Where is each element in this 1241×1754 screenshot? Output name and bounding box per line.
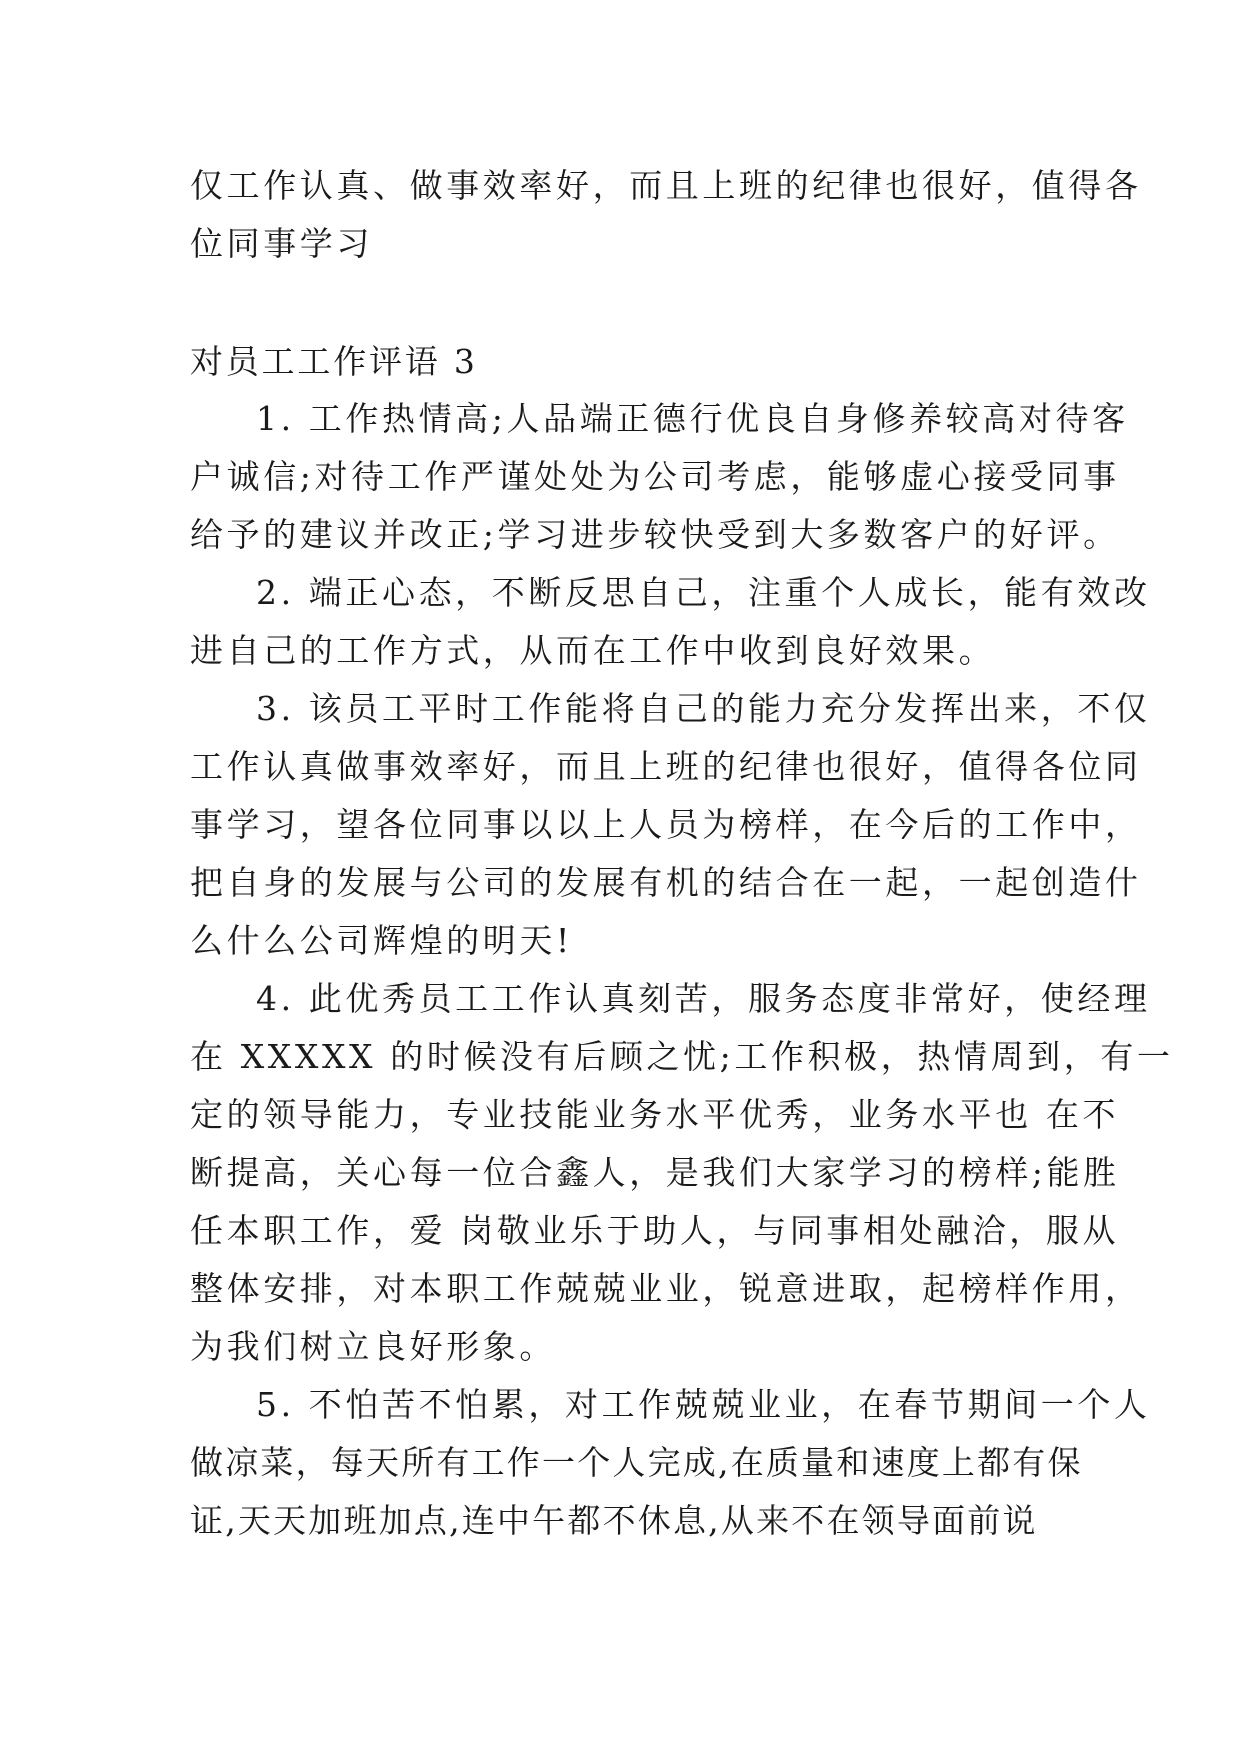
list-item-3-line: 3. 该员工平时工作能将自己的能力充分发挥出来，不仅 (256, 689, 1151, 728)
list-item-4-line: 4. 此优秀员工工作认真刻苦，服务态度非常好，使经理 (256, 979, 1151, 1018)
paragraph-line: 位同事学习 (190, 224, 373, 263)
section-heading: 对员工工作评语 3 (190, 342, 478, 381)
list-item-1-line: 给予的建议并改正;学习进步较快受到大多数客户的好评。 (190, 515, 1120, 554)
list-item-3-line: 事学习，望各位同事以以上人员为榜样，在今后的工作中， (190, 805, 1142, 844)
list-item-4-line: 为我们树立良好形象。 (190, 1327, 556, 1366)
list-item-4-line: 断提高，关心每一位合鑫人，是我们大家学习的榜样;能胜 (190, 1153, 1120, 1192)
list-item-3-line: 么什么公司辉煌的明天! (190, 921, 573, 960)
list-item-5-line: 5. 不怕苦不怕累，对工作兢兢业业，在春节期间一个人 (256, 1385, 1151, 1424)
list-item-1-line: 1. 工作热情高;人品端正德行优良自身修养较高对待客 (256, 399, 1129, 438)
list-item-4-line: 在 XXXXX 的时候没有后顾之忧;工作积极，热情周到，有一 (190, 1037, 1174, 1076)
list-item-2-line: 2. 端正心态，不断反思自己，注重个人成长，能有效改 (256, 573, 1151, 612)
list-item-1-line: 户诚信;对待工作严谨处处为公司考虑，能够虚心接受同事 (190, 457, 1120, 496)
list-item-5-line: 做凉菜，每天所有工作一个人完成,在质量和速度上都有保 (190, 1443, 1083, 1482)
paragraph-line: 仅工作认真、做事效率好，而且上班的纪律也很好，值得各 (190, 166, 1142, 205)
list-item-2-line: 进自己的工作方式，从而在工作中收到良好效果。 (190, 631, 996, 670)
list-item-5-line: 证,天天加班加点,连中午都不休息,从来不在领导面前说 (190, 1501, 1038, 1540)
list-item-4-line: 整体安排，对本职工作兢兢业业，锐意进取，起榜样作用， (190, 1269, 1142, 1308)
list-item-3-line: 工作认真做事效率好，而且上班的纪律也很好，值得各位同 (190, 747, 1142, 786)
list-item-4-line: 任本职工作，爱 岗敬业乐于助人，与同事相处融洽，服从 (190, 1211, 1120, 1250)
list-item-4-line: 定的领导能力，专业技能业务水平优秀，业务水平也 在不 (190, 1095, 1120, 1134)
list-item-3-line: 把自身的发展与公司的发展有机的结合在一起，一起创造什 (190, 863, 1142, 902)
